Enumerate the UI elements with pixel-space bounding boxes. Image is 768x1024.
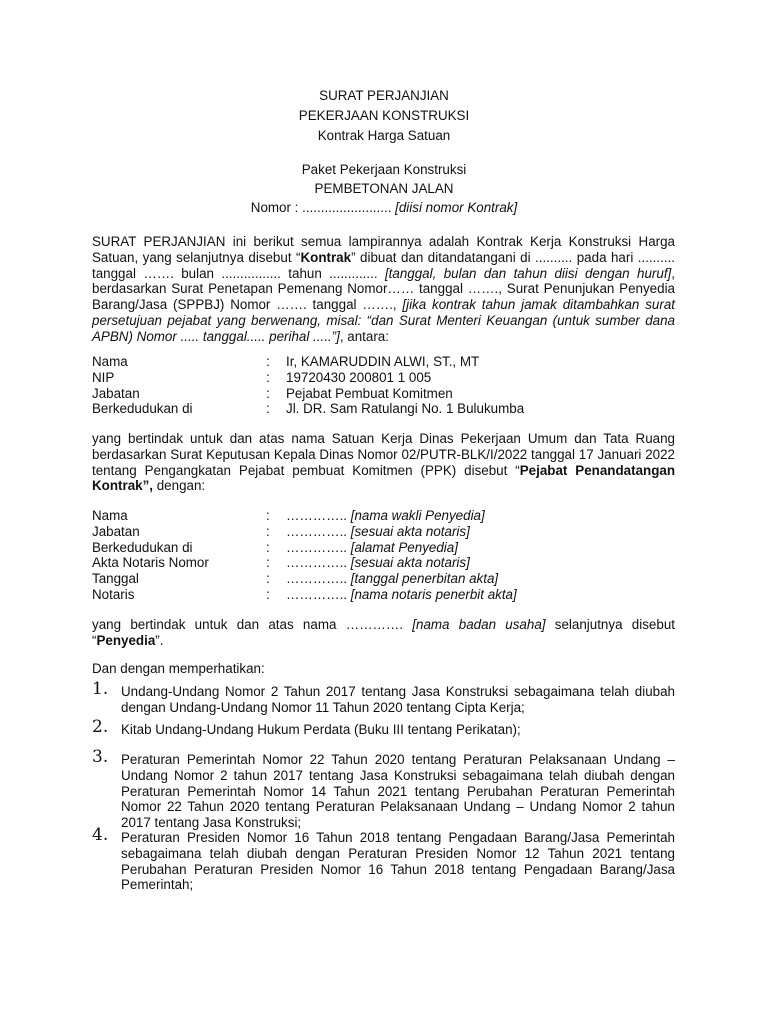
kv-hint: [nama wakli Penyedia]: [350, 508, 485, 523]
list-item-number: 4.: [92, 825, 109, 845]
kv-separator: :: [266, 555, 270, 571]
kv-separator: :: [266, 508, 270, 523]
kv-hint: [nama notaris penerbit akta]: [350, 586, 517, 602]
list-item: [92, 825, 675, 893]
contract-number-label: Nomor : ........................: [250, 200, 396, 215]
list-item: [92, 679, 675, 716]
kv-value: Ir, KAMARUDDIN ALWI, ST., MT: [286, 354, 480, 369]
kv-value: [286, 524, 692, 540]
kv-value: Jl. DR. Sam Ratulangi No. 1 Bulukumba: [286, 401, 525, 417]
kv-value: [286, 571, 692, 587]
kv-hint: [alamat Penyedia]: [350, 539, 458, 555]
kv-value: [286, 587, 692, 603]
intro-text-4: , antara:: [339, 328, 389, 344]
intro-hint-2: [jika kontrak tahun jamak ditambahkan surat persetujuan pejabat yang berwenang, misal: “dan Surat Menteri Keuangan (untuk sumber dana APBN) Nomor ..... tanggal..... perihal .....”]: [92, 297, 675, 344]
list-item: [92, 717, 675, 738]
kv-label: Notaris: [92, 586, 135, 602]
kv-label: Akta Notaris Nomor: [92, 555, 209, 571]
doc-title: SURAT PERJANJIAN: [319, 88, 449, 103]
list-item-text: Kitab Undang-Undang Hukum Perdata (Buku III tentang Perikatan);: [121, 722, 521, 737]
list-item-text: Peraturan Pemerintah Nomor 22 Tahun 2020 tentang Peraturan Pelaksanaan Undang – Undang Nomor 2 tahun 2017 tentang Jasa Konstruksi sebagaimana telah diubah dengan Peraturan Pemerintah Nomor 14 Tahun 2021 tentang Perubahan Peraturan Pemerintah Nomor 22 Tahun 2020 tentang Peraturan Pelaksanaan Undang – Undang Nomor 2 tahun 2017 tentang Jasa Konstruksi;: [121, 752, 675, 831]
kv-value: [286, 555, 692, 571]
kv-separator: :: [266, 354, 270, 369]
list-item-number: 2.: [92, 717, 109, 737]
kv-value: [286, 508, 692, 524]
intro-text-3: , berdasarkan Surat Penetapan Pemenang Nomor…… tanggal ……., Surat Penunjukan Penyedia Barang/Jasa (SPPBJ) Nomor ……. tanggal …….,: [92, 265, 675, 313]
kv-dots: …………..: [286, 586, 351, 602]
para3-bold: Penyedia: [96, 632, 156, 648]
contract-number: [0, 198, 768, 218]
list-item: [92, 747, 675, 831]
intro-text-2: ” dibuat dan ditandatangani di .......... pada hari .......... tanggal ……. bulan ................ tahun .............: [92, 249, 675, 281]
kv-row: [92, 370, 692, 386]
list-item-number: 1.: [92, 679, 109, 699]
kv-label: Nama: [92, 508, 128, 523]
kv-separator: :: [266, 586, 270, 602]
kv-row: [92, 540, 692, 556]
kv-separator: :: [266, 523, 270, 539]
kv-hint: [sesuai akta notaris]: [350, 523, 470, 539]
kv-separator: :: [266, 539, 270, 555]
kv-separator: :: [266, 369, 270, 385]
kv-label: Berkedudukan di: [92, 539, 193, 555]
kv-row: [92, 571, 692, 587]
para2-text-1: yang bertindak untuk dan atas nama Satuan Kerja Dinas Pekerjaan Umum dan Tata Ruang berdasarkan Surat Keputusan Kepala Dinas Nomor 02/PUTR-BLK/I/2022 tanggal 17 Januari 2022 tentang Pengangkatan Pejabat pembuat Komitmen (PPK) disebut “: [92, 431, 675, 478]
contract-number-hint: [diisi nomor Kontrak]: [395, 200, 518, 215]
contract-type: Kontrak Harga Satuan: [317, 128, 451, 143]
kv-dots: …………..: [286, 523, 351, 539]
kv-row: [92, 508, 692, 524]
kv-label: Nama: [92, 354, 128, 369]
kv-label: Tanggal: [92, 571, 139, 587]
para2-text-2: dengan:: [153, 478, 206, 494]
kv-hint: [tanggal penerbitan akta]: [350, 571, 499, 587]
kv-dots: …………..: [286, 555, 351, 571]
kv-label: NIP: [92, 369, 115, 385]
pejabat-paragraph: [92, 431, 675, 494]
kv-dots: …………..: [286, 508, 351, 523]
kv-dots: …………..: [286, 571, 351, 587]
kv-row: [92, 386, 692, 402]
kv-row: [92, 555, 692, 571]
kv-value: Pejabat Pembuat Komitmen: [286, 385, 453, 401]
kv-row: [92, 587, 692, 603]
list-item-text: Peraturan Presiden Nomor 16 Tahun 2018 tentang Pengadaan Barang/Jasa Pemerintah sebagaimana telah diubah dengan Peraturan Presiden Nomor 12 Tahun 2021 tentang Perubahan Peraturan Presiden Nomor 16 Tahun 2018 tentang Pengadaan Barang/Jasa Pemerintah;: [121, 830, 675, 893]
intro-paragraph: [92, 234, 675, 345]
para2-bold: Pejabat Penandatangan Kontrak”,: [92, 462, 676, 494]
penyedia-table: [92, 508, 692, 603]
kv-hint: [sesuai akta notaris]: [350, 555, 470, 571]
list-item-number: 3.: [92, 747, 109, 767]
package-name: PEMBETONAN JALAN: [314, 181, 454, 196]
kv-label: Jabatan: [92, 385, 140, 401]
list-item-text: Undang-Undang Nomor 2 Tahun 2017 tentang Jasa Konstruksi sebagaimana telah diubah dengan Undang-Undang Nomor 11 Tahun 2020 tentang Cipta Kerja;: [121, 684, 675, 715]
para3-text-1: yang bertindak untuk dan atas nama ………….: [92, 617, 413, 632]
kv-separator: :: [266, 385, 270, 401]
pejabat-table: [92, 354, 692, 417]
para3-hint: [nama badan usaha]: [412, 617, 546, 632]
kv-row: [92, 401, 692, 417]
kv-dots: …………..: [286, 539, 351, 555]
intro-hint-1: [tanggal, bulan dan tahun diisi dengan huruf]: [384, 265, 672, 281]
kv-value: [286, 540, 692, 556]
package-label: Paket Pekerjaan Konstruksi: [301, 162, 467, 177]
memperhatikan-label: Dan dengan memperhatikan:: [92, 661, 265, 676]
kv-separator: :: [266, 571, 270, 587]
penyedia-paragraph: [92, 617, 675, 649]
para3-text-3: ”.: [155, 632, 164, 648]
kv-separator: :: [266, 401, 270, 417]
kv-label: Jabatan: [92, 523, 140, 539]
para3-text-2: selanjutnya disebut “: [92, 617, 675, 648]
intro-kontrak: Kontrak: [300, 249, 352, 265]
kv-row: [92, 354, 692, 370]
kv-label: Berkedudukan di: [92, 401, 193, 417]
doc-subtitle: PEKERJAAN KONSTRUKSI: [298, 108, 470, 123]
intro-text-1: SURAT PERJANJIAN ini berikut semua lampirannya adalah Kontrak Kerja Konstruksi Harga Satuan, yang selanjutnya disebut “: [92, 234, 675, 265]
kv-value: 19720430 200801 1 005: [286, 369, 432, 385]
kv-row: [92, 524, 692, 540]
